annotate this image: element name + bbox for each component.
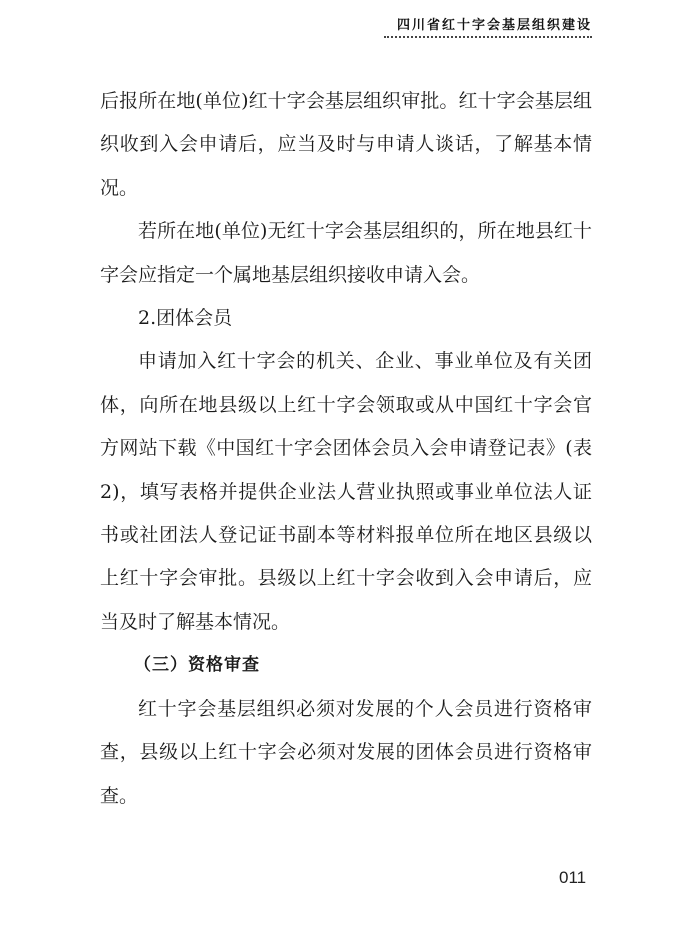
page-body xyxy=(100,80,592,818)
group-member-heading: 2.团体会员 xyxy=(138,307,233,330)
running-header-title: 四川省红十字会基层组织建设 xyxy=(396,18,592,33)
paragraph-no-organization: 若所在地(单位)无红十字会基层组织的，所在地县红十字会应指定一个属地基层组织接收申请入会。 xyxy=(100,220,592,286)
section-heading-qualification-review: （三）资格审查 xyxy=(134,655,260,676)
paragraph-continuation: 后报所在地(单位)红十字会基层组织审批。红十字会基层组织收到入会申请后，应当及时与申请人谈话，了解基本情况。 xyxy=(100,90,592,199)
page-number: 011 xyxy=(559,868,587,887)
paragraph-qualification-review: 红十字会基层组织必须对发展的个人会员进行资格审查，县级以上红十字会必须对发展的团体会员进行资格审查。 xyxy=(100,697,592,807)
paragraph-group-member: 申请加入红十字会的机关、企业、事业单位及有关团体，向所在地县级以上红十字会领取或从中国红十字会官方网站下载《中国红十字会团体会员入会申请登记表》(表2)，填写表格并提供企业法人营业执照或事业单位法人证书或社团法人登记证书副本等材料报单位所在地区县级以上红十字会审批。县级以上红十字会收到入会申请后，应当及时了解基本情况。 xyxy=(100,350,592,633)
header-dotted-rule xyxy=(384,36,592,38)
